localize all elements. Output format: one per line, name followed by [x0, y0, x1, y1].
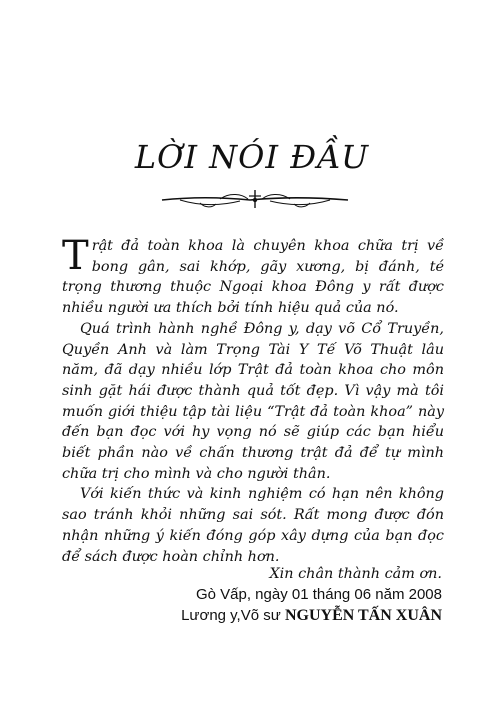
- scroll-ornament-divider: [160, 186, 350, 214]
- place-date-line: Gò Vấp, ngày 01 tháng 06 năm 2008: [195, 586, 442, 603]
- preface-body: [62, 233, 444, 567]
- paragraph-3: Với kiến thức và kinh nghiệm có hạn nên không sao tránh khỏi những sai sót. Rất mong được đón nhận những ý kiến đóng góp xây dựng của bạn đọc để sách được hoàn chỉnh hơn.: [62, 486, 444, 565]
- thanks-line: Xin chân thành cảm ơn.: [269, 566, 442, 582]
- paragraph-1: [62, 233, 444, 319]
- paragraph-2: Quá trình hành nghề Đông y, dạy võ Cổ Truyền, Quyền Anh và làm Trọng Tài Y Tế Võ Thuật lâu năm, đã dạy nhiều lớp Trật đả toàn khoa cho môn sinh gặt hái được thành quả tốt đẹp. Vì vậy mà tôi muốn giới thiệu tập tài liệu “Trật đả toàn khoa” này đến bạn đọc với hy vọng nó sẽ giúp các bạn hiểu biết phần nào về chấn thương trật đả để tự mình chữa trị cho mình và cho người thân.: [62, 320, 444, 482]
- page-title: LỜI NÓI ĐẦU: [134, 138, 370, 176]
- paragraph-1-text: rật đả toàn khoa là chuyên khoa chữa trị về bong gân, sai khớp, gãy xương, bị đánh, té trọng thương thuộc Ngoại khoa Đông y rất được nhiều người ưa thích bởi tính hiệu quả của nó.: [62, 238, 444, 317]
- signature-title: Lương y,Võ sư: [181, 607, 281, 624]
- signature-line: [181, 607, 442, 625]
- author-name: NGUYỄN TẤN XUÂN: [284, 607, 442, 624]
- drop-cap: T: [62, 233, 89, 279]
